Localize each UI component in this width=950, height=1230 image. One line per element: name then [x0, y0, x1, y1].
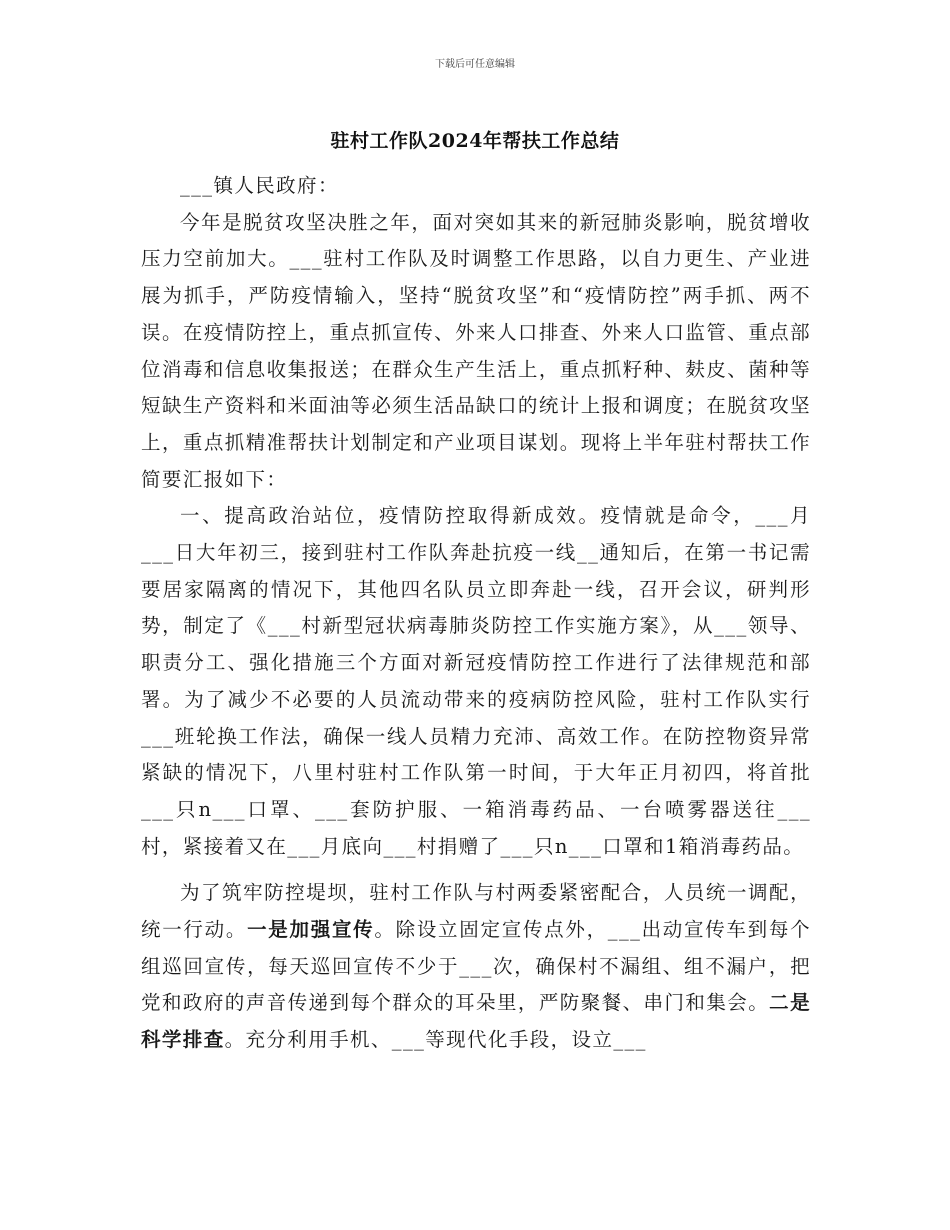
- paragraph-measures-text-1: 为了筑牢防控堤坝，驻村工作队与村两委紧密配合，人员统一调配，统一行动。: [141, 881, 811, 942]
- document-title: 驻村工作队2024年帮扶工作总结: [330, 130, 620, 152]
- paragraph-measures: [141, 875, 811, 1059]
- salutation: ___镇人民政府：: [180, 174, 339, 197]
- document-body: [141, 168, 811, 1059]
- paragraph-section-one: 一、提高政治站位，疫情防控取得新成效。疫情就是命令，___月___日大年初三，接到驻村工作队奔赴抗疫一线__通知后，在第一书记需要居家隔离的情况下，其他四名队员立即奔赴一线，召开会议，研判形势，制定了《___村新型冠状病毒肺炎防控工作实施方案》，从___领导、职责分工、强化措施三个方面对新冠疫情防控工作进行了法律规范和部署。为了减少不必要的人员流动带来的疫病防控风险，驻村工作队实行___班轮换工作法，确保一线人员精力充沛、高效工作。在防控物资异常紧缺的情况下，八里村驻村工作队第一时间，于大年正月初四，将首批___只n___口罩、___套防护服、一箱消毒药品、一台喷雾器送往___村，紧接着又在___月底向___村捐赠了___只n___口罩和1箱消毒药品。: [141, 504, 811, 858]
- bold-heading-publicity: 一是加强宣传: [247, 918, 375, 942]
- paragraph-intro: 今年是脱贫攻坚决胜之年，面对突如其来的新冠肺炎影响，脱贫增收压力空前加大。___驻村工作队及时调整工作思路，以自力更生、产业进展为抓手，严防疫情输入，坚持“脱贫攻坚”和“疫情防控”两手抓、两不误。在疫情防控上，重点抓宣传、外来人口排查、外来人口监管、重点部位消毒和信息收集报送；在群众生产生活上，重点抓籽种、麸皮、菌种等短缺生产资料和米面油等必须生活品缺口的统计上报和调度；在脱贫攻坚上，重点抓精准帮扶计划制定和产业项目谋划。现将上半年驻村帮扶工作简要汇报如下：: [141, 210, 811, 491]
- paragraph-measures-text-2: 。除设立固定宣传点外，___出动宣传车到每个组巡回宣传，每天巡回宣传不少于___次，确保村不漏组、组不漏户，把党和政府的声音传递到每个群众的耳朵里，严防聚餐、串门和集会。: [141, 918, 811, 1015]
- paragraph-measures-text-3: 。充分利用手机、___等现代化手段，设立___: [224, 1028, 647, 1052]
- header-note: 下载后可任意编辑: [435, 59, 515, 70]
- bold-heading-screening: 二是科学排查: [141, 991, 811, 1052]
